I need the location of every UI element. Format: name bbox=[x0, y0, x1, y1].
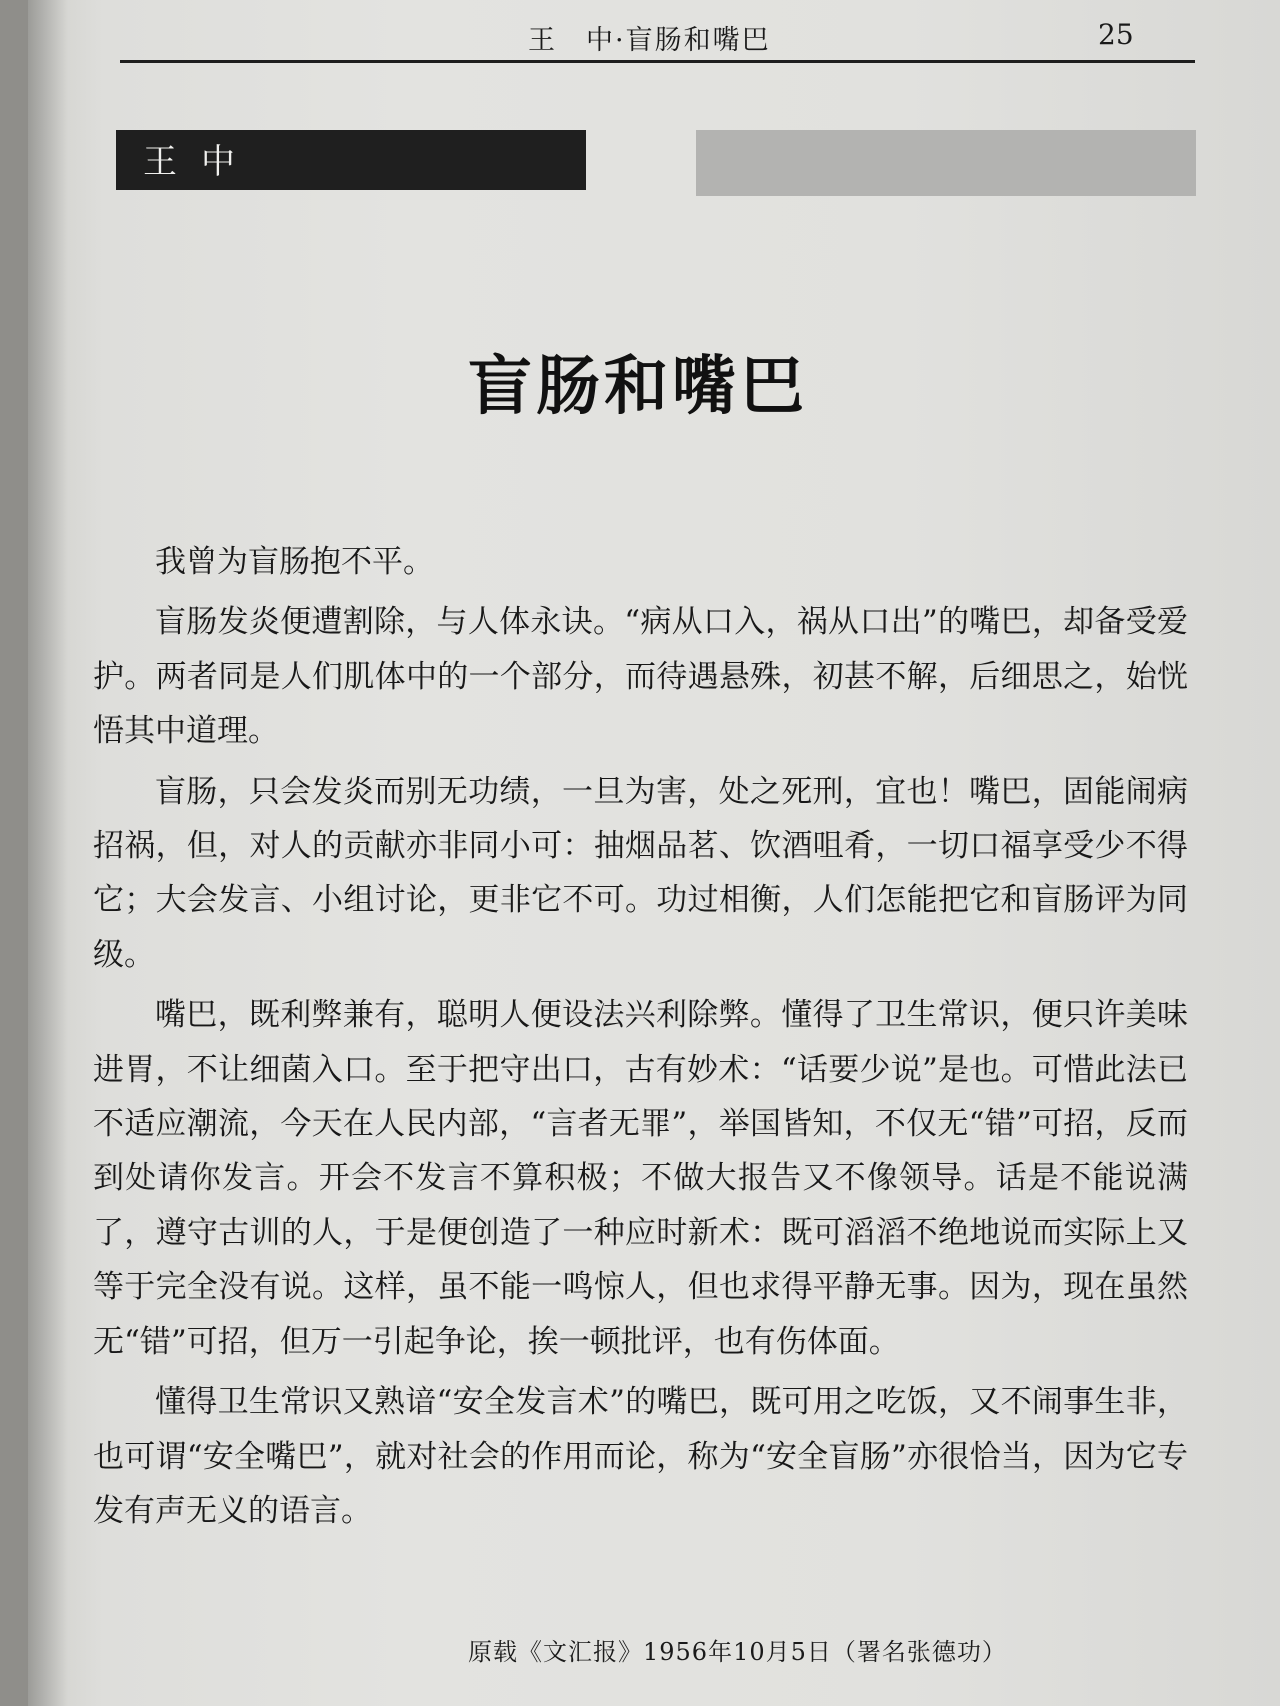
paragraph: 盲肠发炎便遭割除，与人体永诀。“病从口入，祸从口出”的嘴巴，却备受爱护。两者同是人们肌体中的一个部分，而待遇悬殊，初甚不解，后细思之，始恍悟其中道理。 bbox=[93, 604, 1188, 750]
header-rule bbox=[120, 60, 1195, 63]
author-name: 王中 bbox=[143, 142, 259, 182]
page-number: 25 bbox=[1098, 18, 1134, 51]
article-body bbox=[93, 535, 1188, 1544]
running-header-title: 王 中·盲肠和嘴巴 bbox=[528, 25, 771, 56]
source-note: 原载《文汇报》1956年10月5日（署名张德功） bbox=[468, 1638, 1007, 1666]
paragraph: 嘴巴，既利弊兼有，聪明人便设法兴利除弊。懂得了卫生常识，便只许美味进胃，不让细菌入口。至于把守出口，古有妙术：“话要少说”是也。可惜此法已不适应潮流，今天在人民内部，“言者无罪”，举国皆知，不仅无“错”可招，反而到处请你发言。开会不发言不算积极；不做大报告又不像领导。话是不能说满了，遵守古训的人，于是便创造了一种应时新术：既可滔滔不绝地说而实际上又等于完全没有说。这样，虽不能一鸣惊人，但也求得平静无事。因为，现在虽然无“错”可招，但万一引起争论，挨一顿批评，也有伤体面。 bbox=[93, 997, 1188, 1360]
book-page bbox=[28, 0, 1280, 1706]
article-title: 盲肠和嘴巴 bbox=[468, 350, 808, 424]
book-gutter-shadow bbox=[28, 0, 68, 1706]
paragraph: 盲肠，只会发炎而别无功绩，一旦为害，处之死刑，宜也！嘴巴，固能闹病招祸，但，对人的贡献亦非同小可：抽烟品茗、饮酒咀肴，一切口福享受少不得它；大会发言、小组讨论，更非它不可。功过相衡，人们怎能把它和盲肠评为同级。 bbox=[93, 773, 1188, 973]
paragraph: 我曾为盲肠抱不平。 bbox=[155, 544, 434, 580]
decorative-grey-band bbox=[696, 130, 1196, 196]
paragraph: 懂得卫生常识又熟谙“安全发言术”的嘴巴，既可用之吃饭，又不闹事生非，也可谓“安全嘴巴”，就对社会的作用而论，称为“安全盲肠”亦很恰当，因为它专发有声无义的语言。 bbox=[93, 1384, 1188, 1529]
